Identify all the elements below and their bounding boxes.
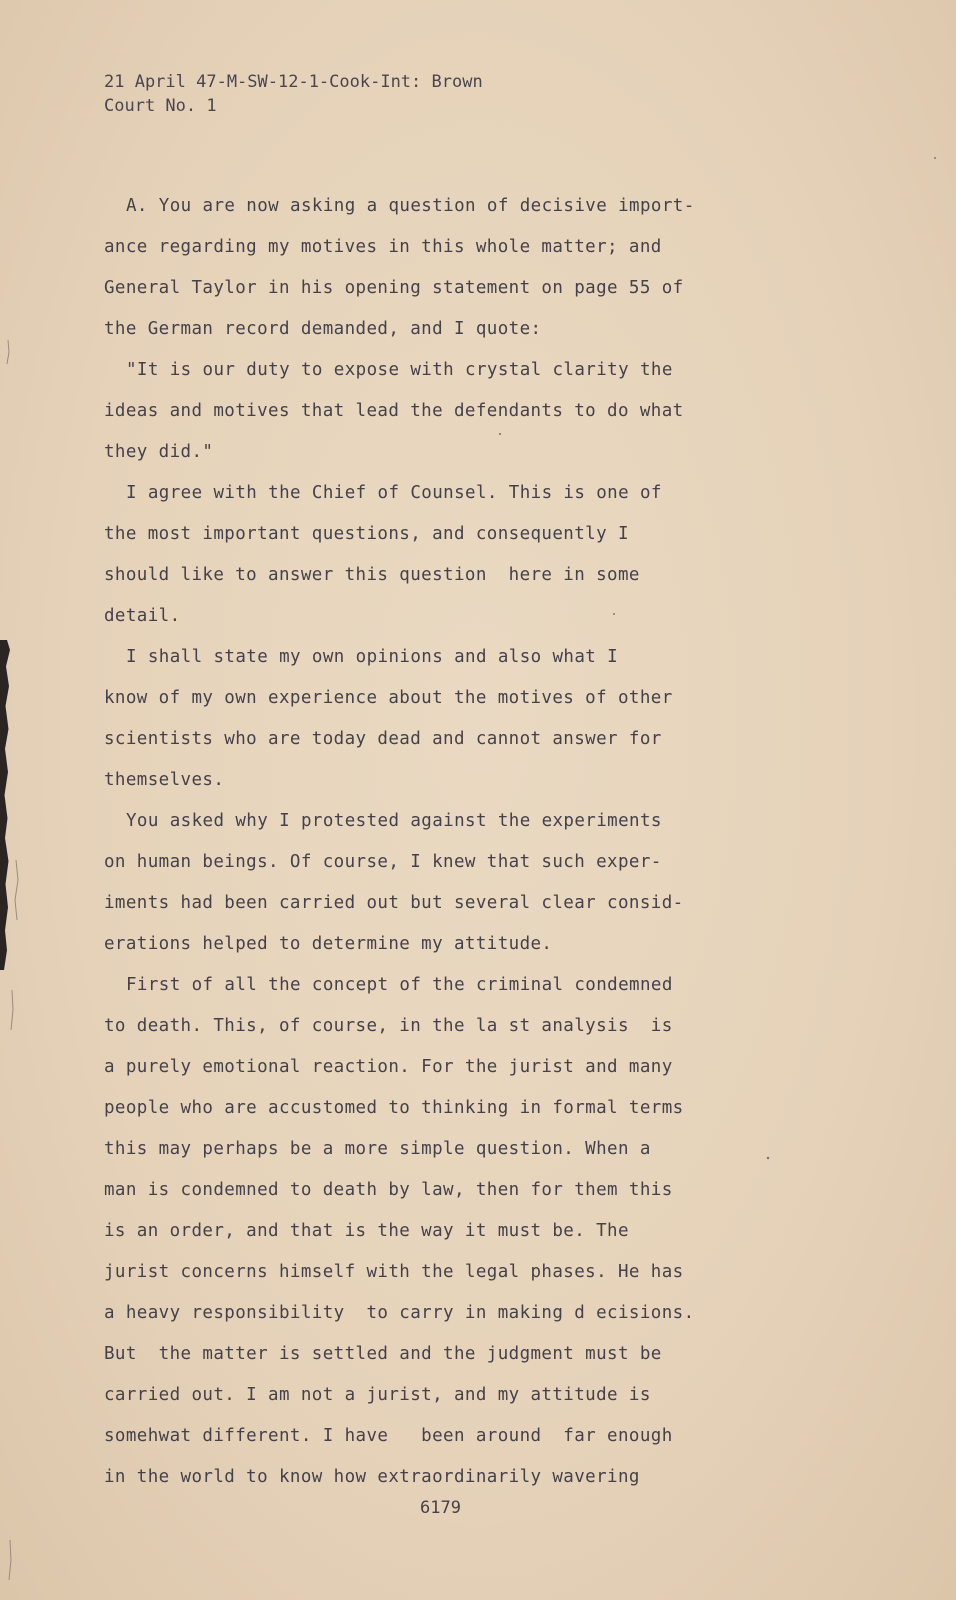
page-number: 6179 [420,1498,461,1518]
header-line-court: Court No. 1 [104,96,217,116]
transcript-line: carried out. I am not a jurist, and my attitude is [104,1385,651,1405]
transcript-line: But the matter is settled and the judgment must be [104,1344,662,1364]
transcript-line: this may perhaps be a more simple question. When a [104,1139,651,1159]
transcript-line: they did." [104,442,214,462]
torn-edge-mark [0,640,10,970]
transcript-body [104,186,784,1498]
transcript-line: jurist concerns himself with the legal phases. He has [104,1262,684,1282]
transcript-line: people who are accustomed to thinking in formal terms [104,1098,684,1118]
transcript-line: to death. This, of course, in the la st analysis is [104,1016,673,1036]
transcript-line: ance regarding my motives in this whole matter; and [104,237,662,257]
transcript-line: iments had been carried out but several clear consid- [104,893,684,913]
transcript-line: General Taylor in his opening statement on page 55 of [104,278,684,298]
transcript-line: I shall state my own opinions and also what I [126,647,619,667]
transcript-line: I agree with the Chief of Counsel. This is one of [126,483,662,503]
transcript-line: should like to answer this question here in some [104,565,640,585]
transcript-line: a heavy responsibility to carry in making d ecisions. [104,1303,695,1323]
transcript-line: somehwat different. I have been around far enough [104,1426,673,1446]
transcript-line: A. You are now asking a question of decisive import- [126,196,695,216]
transcript-line: the most important questions, and consequently I [104,524,629,544]
transcript-line: is an order, and that is the way it must be. The [104,1221,629,1241]
transcript-line: ideas and motives that lead the defendants to do what [104,401,684,421]
document-header [104,70,483,118]
transcript-line: on human beings. Of course, I knew that such exper- [104,852,662,872]
transcript-line: the German record demanded, and I quote: [104,319,542,339]
transcript-line: man is condemned to death by law, then for them this [104,1180,673,1200]
transcript-line: erations helped to determine my attitude. [104,934,553,954]
transcript-line: know of my own experience about the motives of other [104,688,673,708]
transcript-line: in the world to know how extraordinarily wavering [104,1467,640,1487]
transcript-line: You asked why I protested against the experiments [126,811,662,831]
header-line-reference: 21 April 47-M-SW-12-1-Cook-Int: Brown [104,72,483,92]
transcript-line: themselves. [104,770,225,790]
transcript-line: detail. [104,606,181,626]
transcript-line: a purely emotional reaction. For the jurist and many [104,1057,673,1077]
transcript-line: First of all the concept of the criminal condemned [126,975,673,995]
transcript-line: scientists who are today dead and cannot answer for [104,729,662,749]
transcript-line: "It is our duty to expose with crystal clarity the [126,360,673,380]
